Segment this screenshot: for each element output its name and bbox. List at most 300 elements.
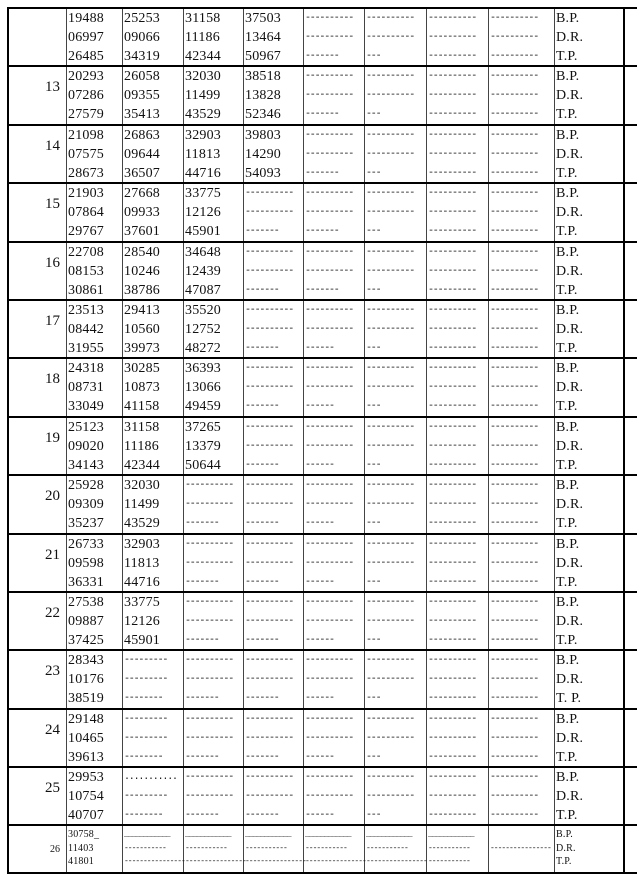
- cell-value: ----------: [185, 732, 234, 744]
- cell-value: 36393: [185, 361, 221, 377]
- cell-value: -------: [305, 109, 339, 121]
- cell-value: -------: [245, 401, 279, 413]
- cell-value: ----------: [428, 188, 477, 200]
- row-label: D.R.: [556, 730, 584, 746]
- cell-value: ----------: [428, 401, 477, 413]
- cell-value: 22708: [68, 244, 104, 260]
- value-cell: [184, 67, 244, 123]
- cell-value: -----------: [428, 857, 470, 867]
- value-cell: [67, 593, 123, 649]
- cell-value: 26485: [68, 49, 104, 64]
- cell-value: ----------: [428, 499, 477, 511]
- value-cell: [427, 418, 489, 474]
- cell-value: ----------: [428, 440, 477, 452]
- cell-value: ---: [366, 518, 381, 530]
- cell-value: ----------: [490, 51, 539, 62]
- value-cell: [184, 535, 244, 591]
- cell-value: ---------: [124, 674, 168, 686]
- row-number: 24: [45, 721, 60, 738]
- table-row: [9, 535, 637, 593]
- cell-value: 27579: [68, 107, 104, 123]
- cell-value: ----------: [245, 732, 294, 744]
- row-label: B.P.: [556, 69, 580, 85]
- cell-value: ----------: [428, 109, 477, 121]
- value-cell: [123, 67, 184, 123]
- cell-value: ----------: [305, 188, 354, 200]
- row-label: D.R.: [556, 438, 584, 454]
- value-cell: [67, 359, 123, 415]
- row-number: 15: [45, 196, 60, 213]
- value-cell: [427, 593, 489, 649]
- cell-value: 26863: [124, 127, 160, 143]
- cell-value: 09887: [68, 613, 104, 629]
- cell-value: 21098: [68, 127, 104, 143]
- cell-value: ----------: [490, 499, 539, 511]
- label-cell: [555, 710, 625, 766]
- cell-value: 06997: [68, 30, 104, 45]
- cell-value: ----------: [305, 265, 354, 277]
- cell-value: ----------: [185, 499, 234, 511]
- row-number-cell: [9, 301, 67, 357]
- cell-value: ----------: [245, 674, 294, 686]
- row-number-cell: [9, 126, 67, 182]
- cell-value: ____________: [428, 830, 474, 840]
- cell-value: ----------: [428, 226, 477, 238]
- cell-value: ----------: [366, 596, 415, 608]
- value-cell: [244, 243, 304, 299]
- cell-value: ----------: [490, 596, 539, 608]
- value-cell: [427, 768, 489, 824]
- cell-value: ----------------: [185, 857, 246, 867]
- row-label: B.P.: [556, 361, 580, 377]
- row-label: B.P.: [556, 11, 580, 26]
- cell-value: -----------: [124, 844, 166, 854]
- value-cell: [489, 126, 555, 182]
- value-cell: [304, 535, 365, 591]
- value-cell: [123, 9, 184, 65]
- cell-value: ---: [366, 51, 381, 62]
- cell-value: -------: [245, 459, 279, 471]
- value-cell: [67, 301, 123, 357]
- cell-value: ----------: [490, 167, 539, 179]
- row-label: T.P.: [556, 340, 578, 356]
- row-label: B.P.: [556, 302, 580, 318]
- cell-value: ----------: [428, 13, 477, 24]
- cell-value: ----------: [245, 304, 294, 316]
- value-cell: [67, 9, 123, 65]
- value-cell: [427, 710, 489, 766]
- value-cell: [365, 476, 427, 532]
- cell-value: 11813: [185, 146, 221, 162]
- cell-value: ----------: [428, 772, 477, 784]
- cell-value: ----------: [245, 363, 294, 375]
- cell-value: 20293: [68, 69, 104, 85]
- table-row: [9, 476, 637, 534]
- value-cell: [489, 184, 555, 240]
- cell-value: ----------: [428, 713, 477, 725]
- cell-value: 28343: [68, 653, 104, 669]
- cell-value: ----------: [428, 32, 477, 43]
- value-cell: [304, 243, 365, 299]
- cell-value: 30758_: [68, 829, 100, 841]
- row-label: T.P.: [556, 399, 578, 415]
- cell-value: ---: [366, 459, 381, 471]
- cell-value: 40707: [68, 808, 104, 824]
- row-label: D.R.: [556, 30, 584, 45]
- cell-value: ----------: [490, 480, 539, 492]
- value-cell: [427, 651, 489, 707]
- row-label: B.P.: [556, 186, 580, 202]
- cell-value: 41801: [68, 856, 94, 868]
- label-cell: [555, 768, 625, 824]
- value-cell: [304, 359, 365, 415]
- cell-value: 36507: [124, 165, 160, 181]
- cell-value: ----------: [245, 421, 294, 433]
- cell-value: ----------: [185, 791, 234, 803]
- cell-value: ---: [366, 634, 381, 646]
- cell-value: 47087: [185, 282, 221, 298]
- cell-value: ----------: [245, 772, 294, 784]
- cell-value: 11499: [185, 88, 221, 104]
- cell-value: ------: [305, 751, 334, 763]
- cell-value: ----------: [428, 71, 477, 83]
- cell-value: ----------: [366, 791, 415, 803]
- row-label: T.P.: [556, 224, 578, 240]
- cell-value: ----------: [428, 615, 477, 627]
- row-label: B.P.: [556, 770, 580, 786]
- cell-value: ----------: [490, 363, 539, 375]
- cell-value: ____________: [245, 830, 291, 840]
- cell-value: -------: [245, 226, 279, 238]
- row-label: D.R.: [556, 146, 584, 162]
- row-label: D.R.: [556, 321, 584, 337]
- cell-value: ----------: [366, 499, 415, 511]
- cell-value: -------: [305, 284, 339, 296]
- cell-value: -------: [245, 518, 279, 530]
- cell-value: ----------: [428, 596, 477, 608]
- cell-value: ----------: [366, 615, 415, 627]
- value-cell: [489, 535, 555, 591]
- cell-value: -------: [305, 226, 339, 238]
- row-label: T.P.: [556, 516, 578, 532]
- value-cell: [365, 301, 427, 357]
- cell-value: 54093: [245, 165, 281, 181]
- cell-value: ----------: [305, 323, 354, 335]
- row-number: 21: [45, 546, 60, 563]
- data-table: [7, 7, 637, 874]
- cell-value: ----------: [428, 51, 477, 62]
- row-label: T.P.: [556, 749, 578, 765]
- cell-value: ----------: [428, 791, 477, 803]
- value-cell: [365, 184, 427, 240]
- value-cell: [304, 418, 365, 474]
- cell-value: 23513: [68, 302, 104, 318]
- cell-value: 07575: [68, 146, 104, 162]
- cell-value: -------: [185, 518, 219, 530]
- value-cell: [123, 126, 184, 182]
- cell-value: 30861: [68, 282, 104, 298]
- cell-value: ----------------: [305, 857, 366, 867]
- cell-value: ----------: [366, 304, 415, 316]
- cell-value: 28673: [68, 165, 104, 181]
- cell-value: ----------: [305, 440, 354, 452]
- cell-value: ----------: [428, 304, 477, 316]
- row-label: B.P.: [556, 653, 580, 669]
- cell-value: ____________: [305, 830, 351, 840]
- cell-value: ----------: [305, 32, 354, 43]
- cell-value: 36331: [68, 574, 104, 590]
- cell-value: 45901: [185, 224, 221, 240]
- value-cell: [304, 476, 365, 532]
- cell-value: 10176: [68, 672, 104, 688]
- value-cell: [365, 126, 427, 182]
- row-number-cell: [9, 710, 67, 766]
- cell-value: ----------: [185, 674, 234, 686]
- cell-value: 34648: [185, 244, 221, 260]
- value-cell: [427, 184, 489, 240]
- cell-value: ------: [305, 518, 334, 530]
- cell-value: ----------: [245, 246, 294, 258]
- cell-value: 12439: [185, 263, 221, 279]
- cell-value: 25123: [68, 419, 104, 435]
- cell-value: ----------: [428, 732, 477, 744]
- cell-value: ----------: [366, 713, 415, 725]
- cell-value: 33049: [68, 399, 104, 415]
- cell-value: ----------: [490, 634, 539, 646]
- cell-value: ----------: [245, 499, 294, 511]
- cell-value: ----------: [305, 772, 354, 784]
- cell-value: ----------: [490, 732, 539, 744]
- cell-value: 41158: [124, 399, 160, 415]
- row-number-cell: [9, 9, 67, 65]
- cell-value: ----------: [490, 265, 539, 277]
- value-cell: [427, 126, 489, 182]
- cell-value: 29413: [124, 302, 160, 318]
- value-cell: [244, 9, 304, 65]
- cell-value: ----------: [490, 791, 539, 803]
- cell-value: 11186: [185, 30, 220, 45]
- cell-value: ----------: [490, 810, 539, 822]
- value-cell: [489, 710, 555, 766]
- cell-value: ----------: [490, 109, 539, 121]
- value-cell: [365, 359, 427, 415]
- cell-value: ----------: [366, 90, 415, 102]
- value-cell: [244, 126, 304, 182]
- cell-value: 35520: [185, 302, 221, 318]
- label-cell: [555, 535, 625, 591]
- cell-value: ----------: [428, 382, 477, 394]
- cell-value: 26058: [124, 69, 160, 85]
- row-label: B.P.: [556, 594, 580, 610]
- row-number: 26: [50, 844, 60, 856]
- value-cell: [123, 768, 184, 824]
- cell-value: ----------: [245, 615, 294, 627]
- value-cell: [365, 9, 427, 65]
- row-label: T.P.: [556, 808, 578, 824]
- cell-value: 27668: [124, 186, 160, 202]
- value-cell: [427, 476, 489, 532]
- cell-value: ---------: [124, 713, 168, 725]
- row-number: 25: [45, 780, 60, 797]
- cell-value: ----------: [366, 674, 415, 686]
- cell-value: ----------: [245, 188, 294, 200]
- cell-value: ----------: [245, 382, 294, 394]
- cell-value: ----------: [428, 421, 477, 433]
- value-cell: [244, 826, 304, 872]
- table-row: [9, 9, 637, 67]
- value-cell: [184, 768, 244, 824]
- row-label: T.P.: [556, 632, 578, 648]
- cell-value: ----------: [490, 342, 539, 354]
- cell-value: 37601: [124, 224, 160, 240]
- cell-value: --------: [124, 810, 163, 822]
- value-cell: [184, 126, 244, 182]
- cell-value: 39973: [124, 340, 160, 356]
- cell-value: ----------: [490, 421, 539, 433]
- cell-value: ____________: [366, 830, 412, 840]
- value-cell: [123, 359, 184, 415]
- row-number-cell: [9, 184, 67, 240]
- cell-value: ----------: [428, 655, 477, 667]
- cell-value: ----------: [305, 499, 354, 511]
- cell-value: ----------: [490, 32, 539, 43]
- cell-value: -------: [245, 693, 279, 705]
- cell-value: ----------: [305, 732, 354, 744]
- cell-value: 42344: [185, 49, 221, 64]
- cell-value: ----------: [366, 32, 415, 43]
- value-cell: [489, 476, 555, 532]
- row-label: B.P.: [556, 419, 580, 435]
- cell-value: 24318: [68, 361, 104, 377]
- cell-value: ----------: [245, 207, 294, 219]
- value-cell: [244, 301, 304, 357]
- cell-value: 37425: [68, 632, 104, 648]
- cell-value: ----------: [245, 596, 294, 608]
- cell-value: 09598: [68, 555, 104, 571]
- cell-value: 09933: [124, 205, 160, 221]
- cell-value: ----------: [428, 265, 477, 277]
- cell-value: ----------: [428, 480, 477, 492]
- value-cell: [489, 67, 555, 123]
- cell-value: ----------: [305, 207, 354, 219]
- cell-value: ----------: [490, 655, 539, 667]
- cell-value: ----------: [305, 90, 354, 102]
- cell-value: 38786: [124, 282, 160, 298]
- cell-value: -------: [305, 167, 339, 179]
- cell-value: ---------: [124, 791, 168, 803]
- cell-value: 09066: [124, 30, 160, 45]
- cell-value: 30285: [124, 361, 160, 377]
- cell-value: 09020: [68, 438, 104, 454]
- cell-value: 45901: [124, 632, 160, 648]
- cell-value: ____________: [124, 830, 170, 840]
- cell-value: ----------: [366, 323, 415, 335]
- cell-value: ----------------: [490, 844, 551, 854]
- cell-value: -----------: [305, 844, 347, 854]
- cell-value: 42344: [124, 457, 160, 473]
- cell-value: 25928: [68, 478, 104, 494]
- row-label: T.P.: [556, 49, 578, 64]
- cell-value: ----------: [305, 557, 354, 569]
- cell-value: 13828: [245, 88, 281, 104]
- cell-value: ----------: [305, 480, 354, 492]
- cell-value: ----------: [490, 13, 539, 24]
- row-label: D.R.: [556, 497, 584, 513]
- cell-value: 10246: [124, 263, 160, 279]
- value-cell: [184, 651, 244, 707]
- row-number: 16: [45, 254, 60, 271]
- cell-value: ----------: [428, 810, 477, 822]
- cell-value: 10873: [124, 380, 160, 396]
- cell-value: ----------: [366, 382, 415, 394]
- row-number: 20: [45, 488, 60, 505]
- row-label: T.P.: [556, 282, 578, 298]
- cell-value: ----------: [305, 246, 354, 258]
- cell-value: ---: [366, 693, 381, 705]
- cell-value: 12126: [185, 205, 221, 221]
- value-cell: [489, 359, 555, 415]
- cell-value: ----------: [305, 304, 354, 316]
- cell-value: 35237: [68, 516, 104, 532]
- cell-value: ----------: [185, 480, 234, 492]
- value-cell: [244, 593, 304, 649]
- cell-value: ----------: [428, 363, 477, 375]
- cell-value: 12126: [124, 613, 160, 629]
- cell-value: 37265: [185, 419, 221, 435]
- row-label: D.R.: [556, 672, 584, 688]
- cell-value: ----------: [428, 284, 477, 296]
- value-cell: [123, 593, 184, 649]
- cell-value: 38518: [245, 69, 281, 85]
- cell-value: -------: [305, 51, 339, 62]
- row-label: D.R.: [556, 555, 584, 571]
- table-row: [9, 593, 637, 651]
- label-cell: [555, 476, 625, 532]
- cell-value: 35413: [124, 107, 160, 123]
- cell-value: ----------: [185, 538, 234, 550]
- cell-value: ----------: [490, 226, 539, 238]
- row-label: B.P.: [556, 244, 580, 260]
- cell-value: 25253: [124, 11, 160, 26]
- value-cell: [67, 535, 123, 591]
- value-cell: [184, 593, 244, 649]
- value-cell: [427, 359, 489, 415]
- cell-value: 09309: [68, 497, 104, 513]
- cell-value: ----------: [245, 440, 294, 452]
- cell-value: 31158: [124, 419, 160, 435]
- cell-value: ----------: [428, 167, 477, 179]
- cell-value: ----------: [490, 304, 539, 316]
- cell-value: ----------: [245, 655, 294, 667]
- cell-value: ----------: [305, 655, 354, 667]
- value-cell: [184, 418, 244, 474]
- value-cell: [123, 710, 184, 766]
- row-label: T.P.: [556, 165, 578, 181]
- cell-value: 32903: [124, 536, 160, 552]
- row-label: T. P.: [556, 691, 582, 707]
- cell-value: 29148: [68, 711, 104, 727]
- table-row: [9, 359, 637, 417]
- cell-value: 10465: [68, 730, 104, 746]
- row-label: D.R.: [556, 263, 584, 279]
- table-row: [9, 768, 637, 826]
- cell-value: 09644: [124, 146, 160, 162]
- value-cell: [123, 535, 184, 591]
- row-number: 18: [45, 371, 60, 388]
- cell-value: -------: [245, 576, 279, 588]
- table-row: [9, 651, 637, 709]
- cell-value: ---: [366, 342, 381, 354]
